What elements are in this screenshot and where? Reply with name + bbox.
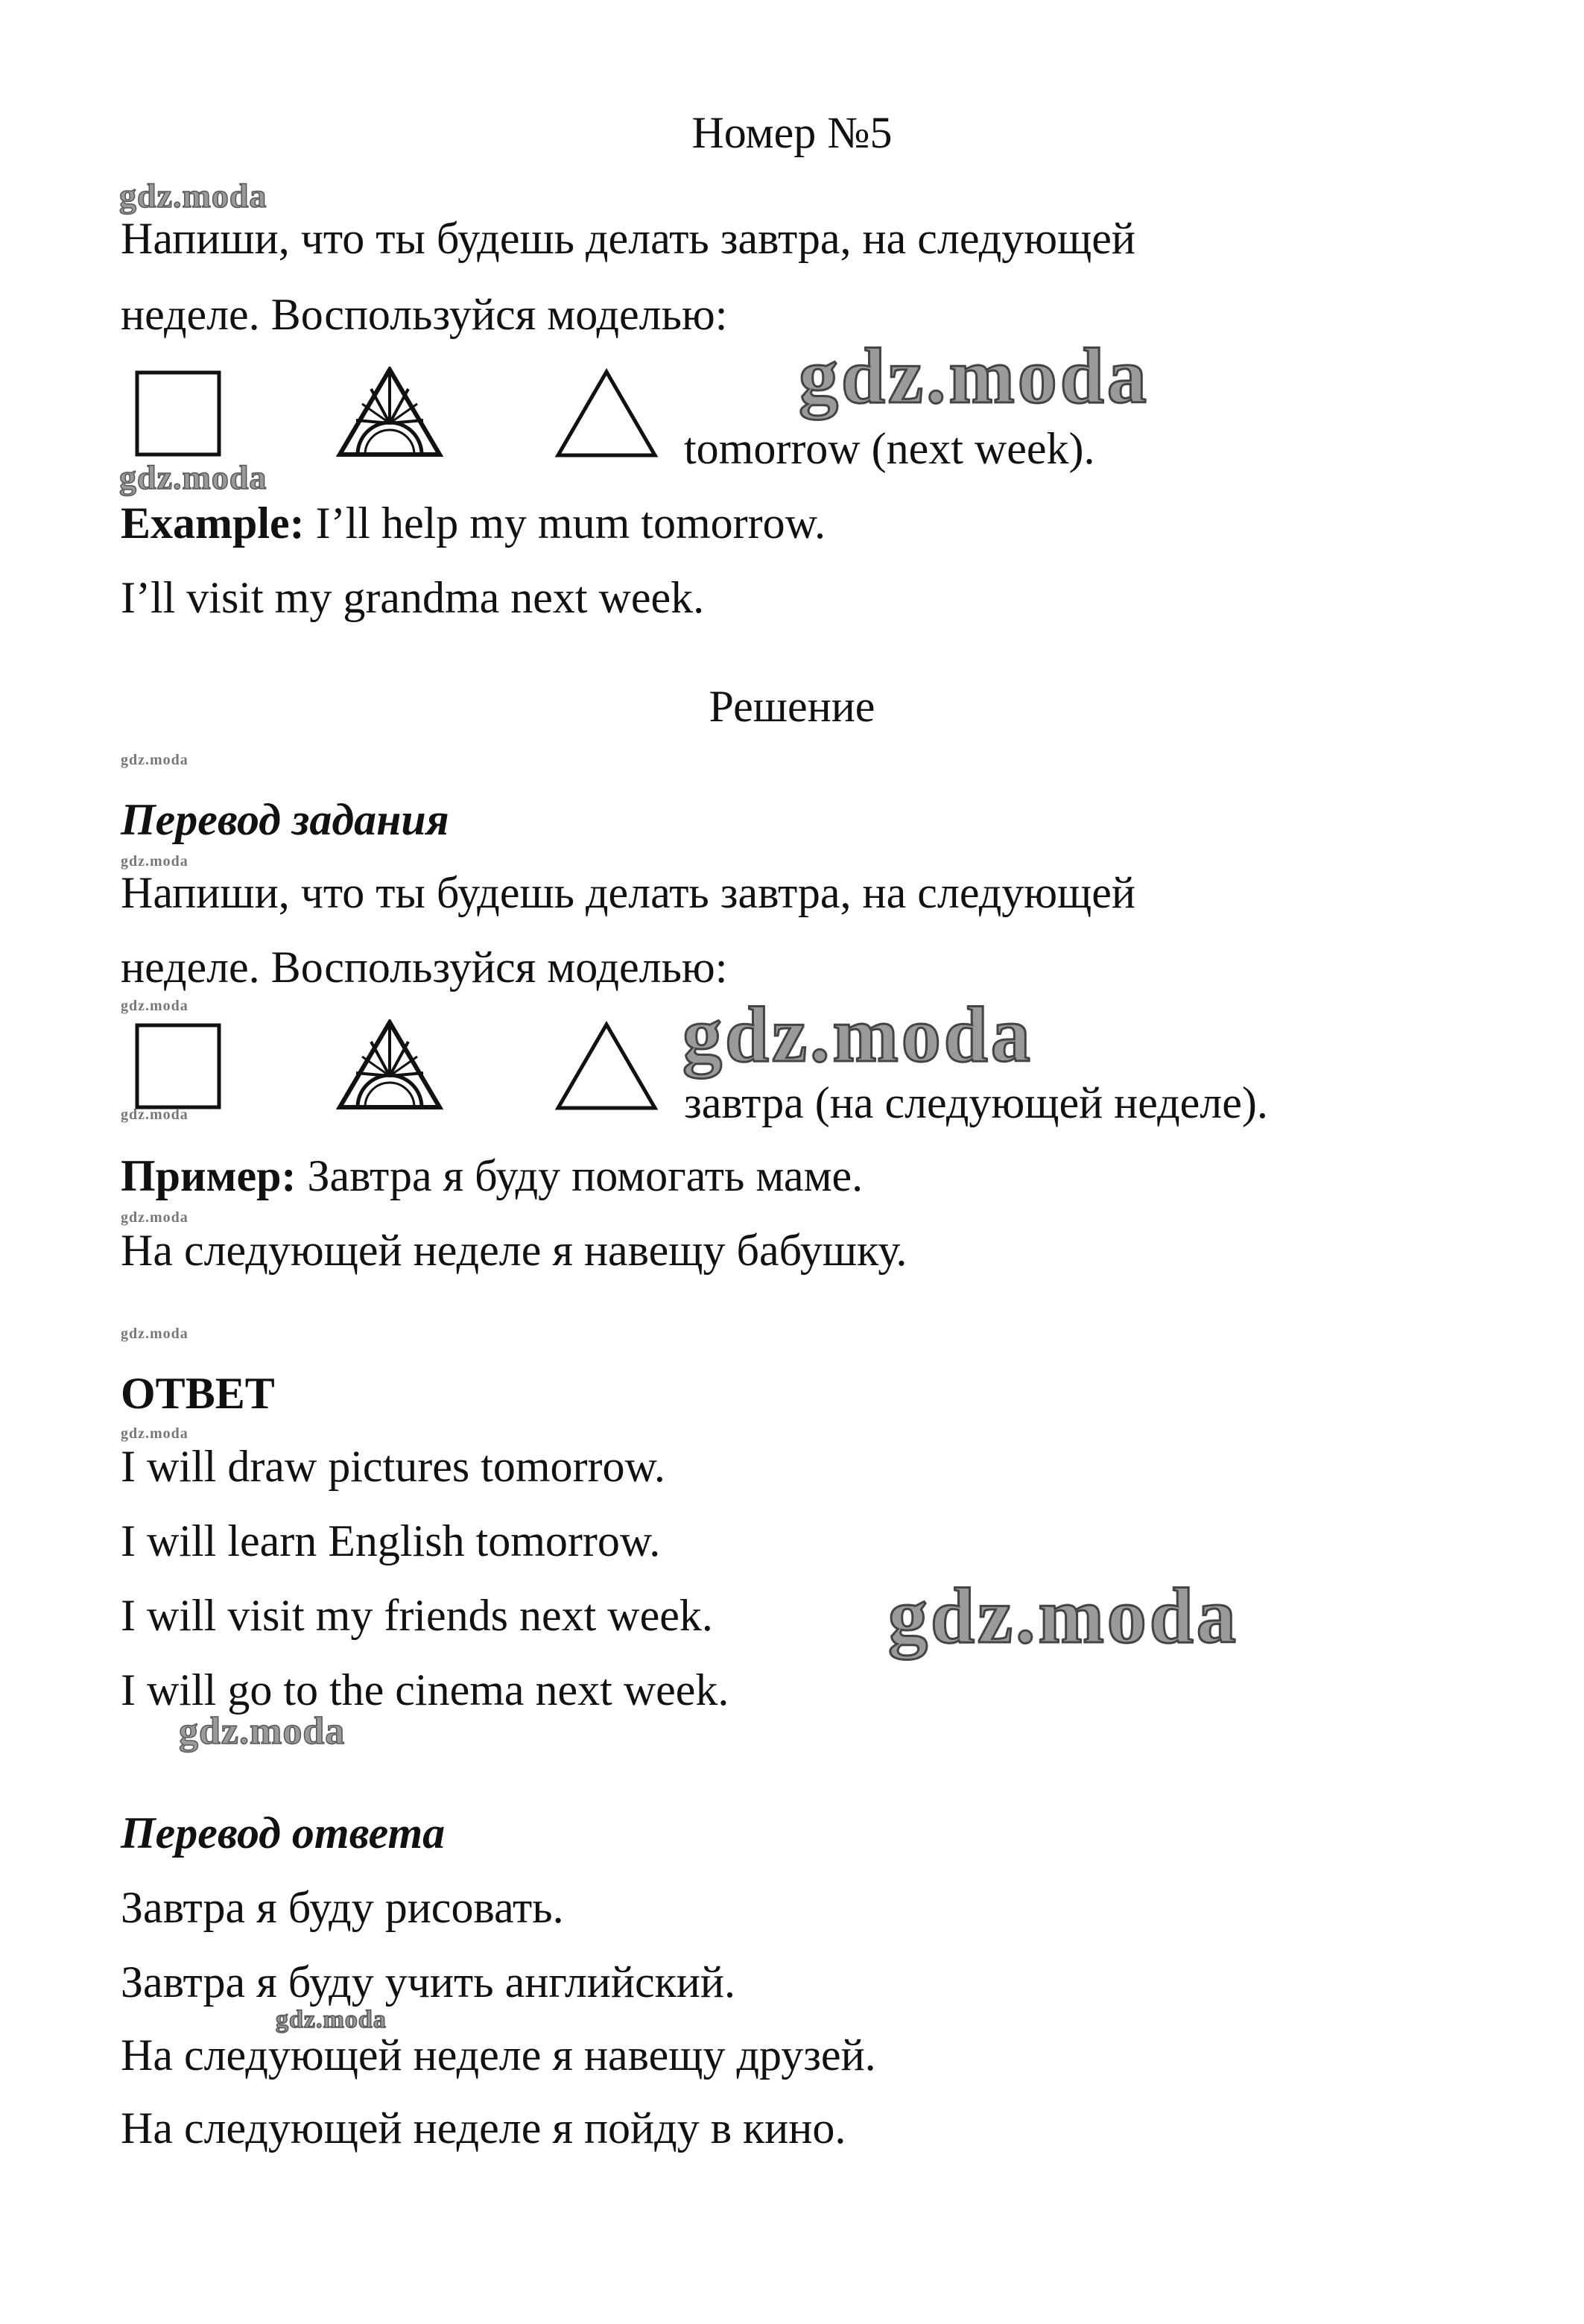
- translation-line-2: неделе. Воспользуйся моделью:: [121, 943, 728, 992]
- watermark: gdz.moda: [276, 2006, 387, 2033]
- model-tail-text-translation: завтра (на следующей неделе).: [684, 1078, 1268, 1127]
- answer-translation-line-2: Завтра я буду учить английский.: [121, 1957, 736, 2007]
- watermark: gdz.moda: [121, 1209, 189, 1226]
- example-label: Example:: [121, 498, 305, 548]
- translation-example-line-1: [121, 1153, 863, 1198]
- sun-triangle-icon: [335, 367, 444, 459]
- page-title: Номер №5: [691, 108, 893, 157]
- translation-example-label: Пример:: [121, 1151, 297, 1200]
- translation-example-text: Завтра я буду помогать маме.: [296, 1151, 864, 1200]
- watermark: gdz.moda: [121, 1326, 189, 1342]
- sun-triangle-icon: [335, 1019, 444, 1112]
- translation-example-line-2: На следующей неделе я навещу бабушку.: [121, 1226, 907, 1275]
- triangle-icon: [554, 368, 659, 459]
- task-line-2: неделе. Воспользуйся моделью:: [121, 290, 728, 339]
- translation-line-1: Напиши, что ты будешь делать завтра, на следующей: [121, 868, 1135, 917]
- model-icons: [121, 364, 687, 468]
- answer-line-3: I will visit my friends next week.: [121, 1591, 713, 1640]
- answer-line-4: I will go to the cinema next week.: [121, 1665, 729, 1714]
- answer-translation-heading: Перевод ответа: [121, 1808, 446, 1858]
- watermark: gdz.moda: [119, 458, 267, 496]
- answer-translation-line-4: На следующей неделе я пойду в кино.: [121, 2103, 846, 2153]
- watermark: gdz.moda: [888, 1572, 1239, 1659]
- answer-translation-line-3: На следующей неделе я навещу друзей.: [121, 2030, 876, 2080]
- watermark: gdz.moda: [121, 853, 189, 870]
- model-icons-translation: [121, 1016, 687, 1121]
- square-icon: [134, 1022, 222, 1110]
- answer-translation-line-1: Завтра я буду рисовать.: [121, 1883, 564, 1932]
- task-line-1: Напиши, что ты будешь делать завтра, на следующей: [121, 214, 1135, 263]
- answer-heading: ОТВЕТ: [121, 1369, 275, 1418]
- example-text: I’ll help my mum tomorrow.: [304, 498, 826, 548]
- watermark: gdz.moda: [121, 998, 189, 1014]
- watermark: gdz.moda: [121, 752, 189, 768]
- translation-heading: Перевод задания: [121, 795, 449, 844]
- model-tail-text: tomorrow (next week).: [684, 424, 1095, 473]
- answer-line-1: I will draw pictures tomorrow.: [121, 1442, 665, 1491]
- watermark: gdz.moda: [179, 1710, 346, 1753]
- watermark: gdz.moda: [799, 332, 1150, 419]
- watermark: gdz.moda: [121, 1106, 189, 1123]
- answer-line-2: I will learn English tomorrow.: [121, 1516, 661, 1565]
- solution-heading: Решение: [709, 682, 875, 731]
- square-icon: [134, 370, 222, 457]
- example-line-1: [121, 498, 826, 548]
- example-line-2: I’ll visit my grandma next week.: [121, 573, 705, 622]
- watermark: gdz.moda: [121, 1425, 189, 1442]
- watermark: gdz.moda: [682, 991, 1033, 1078]
- watermark: gdz.moda: [119, 177, 267, 215]
- triangle-icon: [554, 1021, 659, 1112]
